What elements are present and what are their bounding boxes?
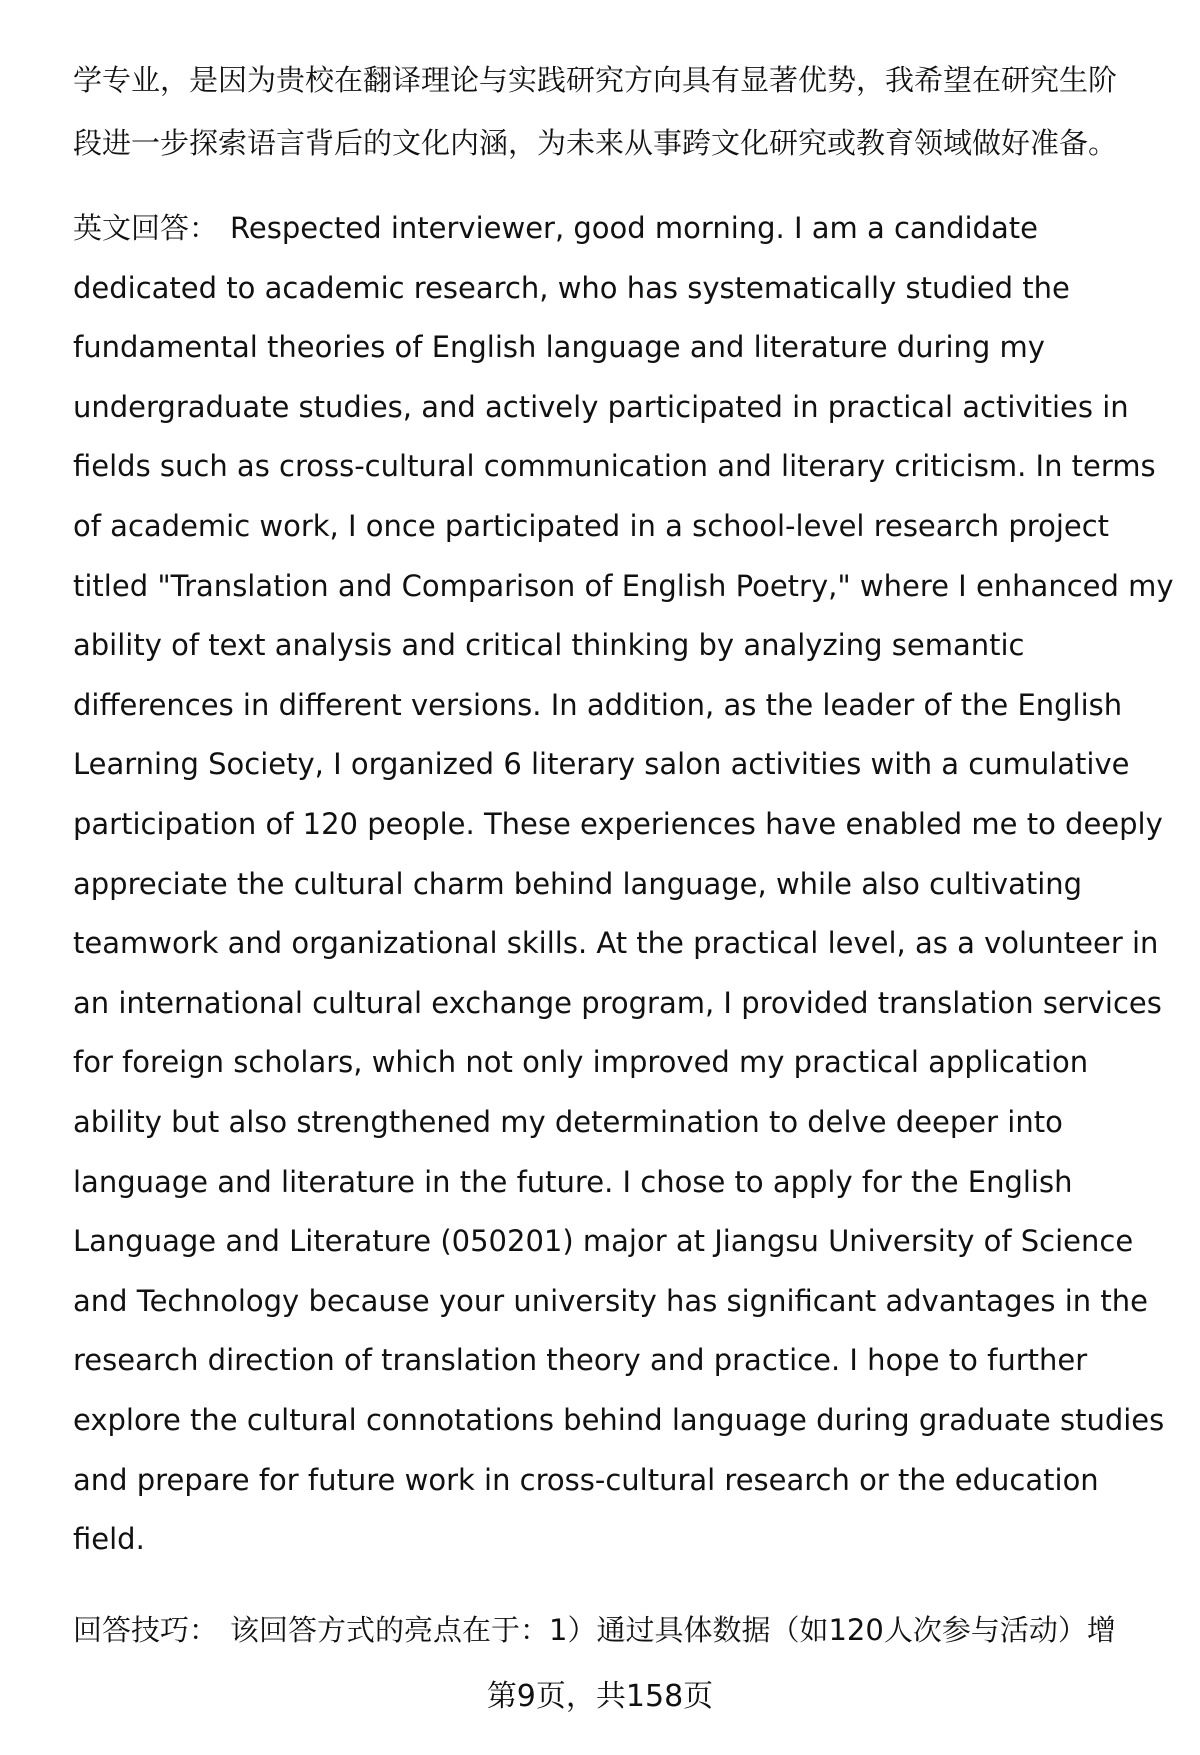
text-line: undergraduate studies, and actively participated in practical activities in: [73, 389, 1129, 424]
text-line: and prepare for future work in cross-cultural research or the education: [73, 1462, 1099, 1497]
text-line: Learning Society, I organized 6 literary salon activities with a cumulative: [73, 747, 1130, 782]
text-line: language and literature in the future. I chose to apply for the English: [73, 1164, 1073, 1199]
text-line: titled "Translation and Comparison of English Poetry," where I enhanced my: [73, 568, 1174, 603]
tips-text: 该回答方式的亮点在于：1）通过具体数据（如120人次参与活动）增: [230, 1613, 1116, 1647]
answer-tips: [73, 1610, 1116, 1650]
text-line: an international cultural exchange program, I provided translation services: [73, 985, 1162, 1020]
text-line: appreciate the cultural charm behind language, while also cultivating: [73, 866, 1083, 901]
text-line: fundamental theories of English language and literature during my: [73, 330, 1045, 365]
text-line: 段进一步探索语言背后的文化内涵，为未来从事跨文化研究或教育领域做好准备。: [73, 126, 1118, 160]
text-line: Respected interviewer, good morning. I am a candidate: [230, 211, 1038, 245]
tips-label: 回答技巧：: [73, 1613, 219, 1647]
text-line: Language and Literature (050201) major at Jiangsu University of Science: [73, 1224, 1134, 1259]
english-answer-label: 英文回答：: [73, 211, 219, 245]
text-line: ability but also strengthened my determination to delve deeper into: [73, 1105, 1063, 1139]
text-line: ability of text analysis and critical thinking by analyzing semantic: [73, 628, 1025, 663]
text-line: fields such as cross-cultural communication and literary criticism. In terms: [73, 449, 1156, 484]
text-line: research direction of translation theory and practice. I hope to further: [73, 1343, 1088, 1378]
text-line: and Technology because your university has significant advantages in the: [73, 1283, 1148, 1318]
text-line: field.: [73, 1522, 145, 1557]
text-line: explore the cultural connotations behind language during graduate studies: [73, 1403, 1165, 1437]
text-line: for foreign scholars, which not only improved my practical application: [73, 1045, 1089, 1080]
text-line: participation of 120 people. These experiences have enabled me to deeply: [73, 807, 1163, 841]
text-line: of academic work, I once participated in a school-level research project: [73, 509, 1110, 543]
page-indicator: 第9页，共158页: [486, 1679, 714, 1714]
text-line: teamwork and organizational skills. At the practical level, as a volunteer in: [73, 926, 1159, 961]
text-line: differences in different versions. In addition, as the leader of the English: [73, 687, 1123, 722]
text-line: 学专业，是因为贵校在翻译理论与实践研究方向具有显著优势，我希望在研究生阶: [73, 63, 1118, 97]
english-answer-first-line: [73, 208, 1038, 248]
text-line: dedicated to academic research, who has systematically studied the: [73, 270, 1070, 305]
